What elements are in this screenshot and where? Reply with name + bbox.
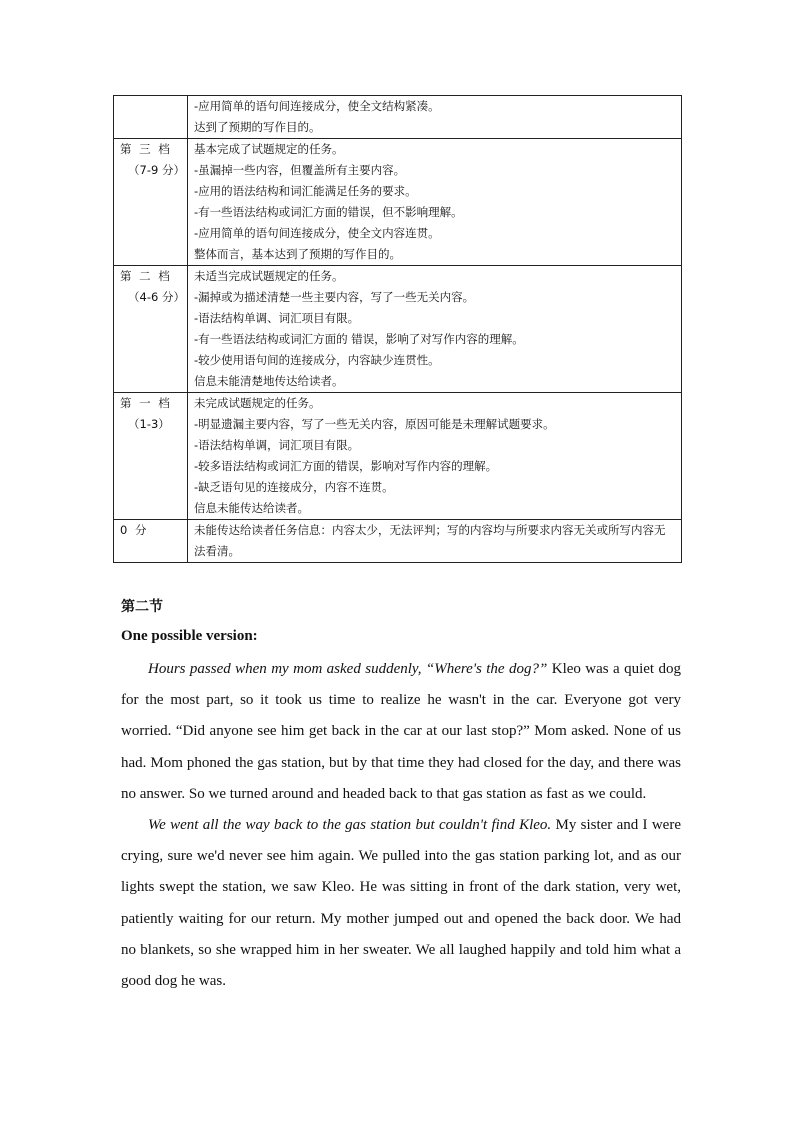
rubric-line: -应用简单的语句间连接成分，使全文结构紧凑。 — [194, 99, 440, 113]
sample-essay-heading: One possible version: — [121, 628, 258, 644]
rubric-line: -有一些语法结构或词汇方面的错误，但不影响理解。 — [194, 205, 463, 219]
rubric-grade-label: 第 一 档 — [120, 396, 172, 410]
rubric-grade-range: （4-6 分） — [128, 290, 185, 304]
scoring-rubric-table — [113, 95, 682, 563]
rubric-grade-label: 第 二 档 — [120, 269, 172, 283]
rubric-row — [114, 96, 682, 139]
rubric-row — [114, 520, 682, 563]
rubric-grade-range: （7-9 分） — [128, 163, 185, 177]
rubric-line: 基本完成了试题规定的任务。 — [194, 142, 344, 156]
rubric-row — [114, 139, 682, 266]
rubric-description-cell — [188, 96, 682, 139]
rubric-line: -较多语法结构或词汇方面的错误，影响对写作内容的理解。 — [194, 459, 498, 473]
rubric-grade-label: 0 分 — [120, 523, 149, 537]
rubric-line: -较少使用语句间的连接成分，内容缺少连贯性。 — [194, 353, 440, 367]
section-heading: 第二节 — [121, 599, 163, 615]
rubric-grade-label: 第 三 档 — [120, 142, 172, 156]
rubric-grade-cell — [114, 520, 188, 563]
rubric-description-cell — [188, 139, 682, 266]
rubric-line: 整体而言，基本达到了预期的写作目的。 — [194, 247, 401, 261]
rubric-row — [114, 393, 682, 520]
rubric-line: 信息未能传达给读者。 — [194, 501, 309, 515]
rubric-line: -语法结构单调、词汇项目有限。 — [194, 311, 360, 325]
rubric-line: -明显遗漏主要内容，写了一些无关内容，原因可能是未理解试题要求。 — [194, 417, 555, 431]
rubric-line: -应用简单的语句间连接成分，使全文内容连贯。 — [194, 226, 440, 240]
rubric-description-cell — [188, 520, 682, 563]
essay-paragraph — [121, 654, 681, 810]
sample-essay — [121, 654, 681, 997]
rubric-grade-cell — [114, 266, 188, 393]
rubric-line: 未能传达给读者任务信息：内容太少，无法评判；写的内容均与所要求内容无关或所写内容无法看清。 — [194, 523, 666, 558]
rubric-line: -缺乏语句见的连接成分，内容不连贯。 — [194, 480, 394, 494]
paragraph-body: Kleo was a quiet dog for the most part, so it took us time to realize he wasn't in the car. Everyone got very worried. “Did anyone see him get back in the car at our last stop?” Mom asked. None of us had. Mom phoned the gas station, but by that time they had closed for the day, and there was no answer. So we turned around and headed back to that gas station as fast as we could. — [121, 661, 681, 802]
rubric-line: -有一些语法结构或词汇方面的 错误，影响了对写作内容的理解。 — [194, 332, 524, 346]
rubric-line: 未完成试题规定的任务。 — [194, 396, 321, 410]
rubric-line: -漏掉或为描述清楚一些主要内容，写了一些无关内容。 — [194, 290, 475, 304]
essay-paragraph — [121, 810, 681, 997]
paragraph-body: My sister and I were crying, sure we'd never see him again. We pulled into the gas station parking lot, and as our lights swept the station, we saw Kleo. He was sitting in front of the dark station, very wet, patiently waiting for our return. My mother jumped out and opened the back door. We had no blankets, so she wrapped him in her sweater. We all laughed happily and told him what a good dog he was. — [121, 817, 681, 990]
rubric-line: -语法结构单调，词汇项目有限。 — [194, 438, 360, 452]
rubric-grade-cell — [114, 96, 188, 139]
rubric-grade-cell — [114, 393, 188, 520]
rubric-description-cell — [188, 393, 682, 520]
rubric-description-cell — [188, 266, 682, 393]
rubric-grade-cell — [114, 139, 188, 266]
rubric-line: 达到了预期的写作目的。 — [194, 120, 321, 134]
rubric-grade-range: （1-3） — [128, 417, 170, 431]
paragraph-lead-sentence: We went all the way back to the gas station but couldn't find Kleo. — [148, 817, 552, 834]
rubric-row — [114, 266, 682, 393]
rubric-line: 信息未能清楚地传达给读者。 — [194, 374, 344, 388]
paragraph-lead-sentence: Hours passed when my mom asked suddenly, “Where's the dog?” — [148, 661, 548, 677]
rubric-line: -虽漏掉一些内容，但覆盖所有主要内容。 — [194, 163, 406, 177]
rubric-line: -应用的语法结构和词汇能满足任务的要求。 — [194, 184, 417, 198]
rubric-line: 未适当完成试题规定的任务。 — [194, 269, 344, 283]
